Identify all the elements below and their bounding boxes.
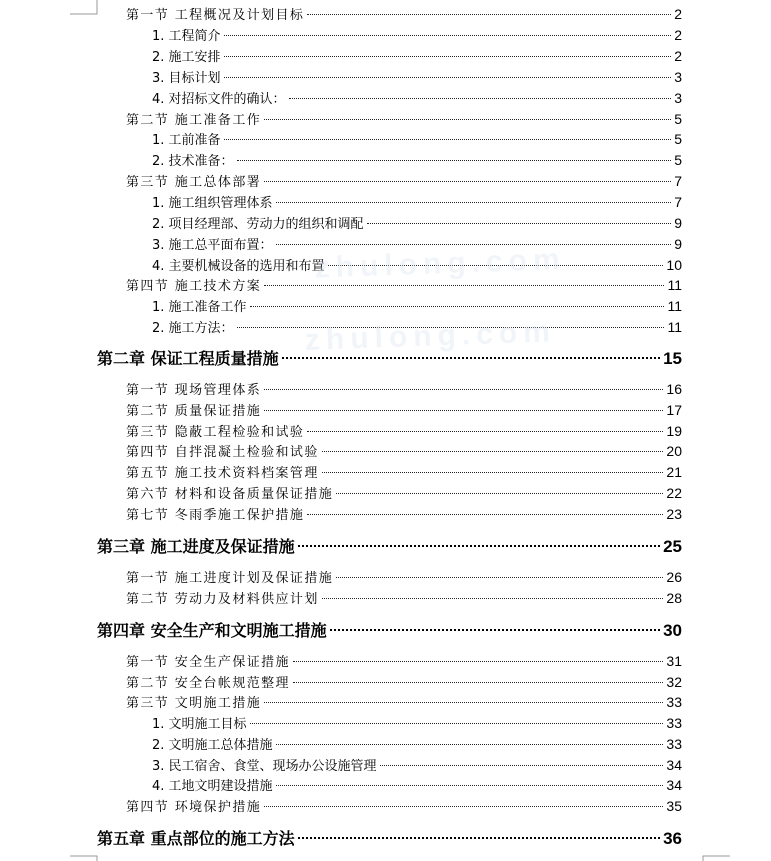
toc-item-entry[interactable] — [152, 25, 682, 45]
toc-item-entry[interactable] — [152, 713, 682, 733]
toc-entry-title: 4. 对招标文件的确认： — [152, 92, 286, 107]
toc-section-entry[interactable] — [126, 379, 682, 399]
dot-leader — [224, 139, 672, 140]
dot-leader — [276, 244, 672, 245]
dot-leader — [336, 577, 663, 578]
toc-entry-title: 第四节 自拌混凝土检验和试验 — [126, 445, 319, 460]
toc-entry-title: 2. 项目经理部、劳动力的组织和调配 — [152, 217, 364, 232]
toc-entry-title: 第四节 环境保护措施 — [126, 800, 262, 815]
dot-leader — [322, 472, 664, 473]
dot-leader — [264, 389, 663, 390]
dot-leader — [307, 514, 663, 515]
toc-page-number: 7 — [674, 173, 682, 189]
dot-leader — [250, 306, 665, 307]
dot-leader — [264, 806, 663, 807]
dot-leader — [276, 202, 672, 203]
toc-chapter-entry[interactable] — [97, 827, 682, 851]
toc-entry-title: 第五章 重点部位的施工方法 — [97, 829, 295, 848]
toc-entry-title: 1. 施工准备工作 — [152, 300, 247, 315]
toc-entry-title: 2. 施工方法： — [152, 321, 234, 336]
toc-page-number: 16 — [666, 381, 682, 397]
toc-item-entry[interactable] — [152, 775, 682, 795]
dot-leader — [380, 765, 664, 766]
toc-page-number: 2 — [674, 6, 682, 22]
toc-page-number: 33 — [666, 736, 682, 752]
toc-entry-title: 1. 施工组织管理体系 — [152, 196, 273, 211]
toc-item-entry[interactable] — [152, 234, 682, 254]
toc-page-number: 5 — [674, 111, 682, 127]
toc-item-entry[interactable] — [152, 67, 682, 87]
toc-entry-title: 4. 工地文明建设措施 — [152, 779, 273, 794]
toc-item-entry[interactable] — [152, 150, 682, 170]
dot-leader — [328, 265, 664, 266]
toc-entry-title: 1. 工程简介 — [152, 29, 221, 44]
dot-leader — [264, 702, 663, 703]
dot-leader — [330, 629, 661, 631]
toc-entry-title: 4. 主要机械设备的选用和布置 — [152, 259, 325, 274]
toc-entry-title: 1. 文明施工目标 — [152, 717, 247, 732]
toc-page-number: 32 — [666, 674, 682, 690]
toc-section-entry[interactable] — [126, 588, 682, 608]
toc-page-number: 3 — [674, 90, 682, 106]
toc-section-entry[interactable] — [126, 441, 682, 461]
toc-item-entry[interactable] — [152, 88, 682, 108]
toc-section-entry[interactable] — [126, 651, 682, 671]
toc-page-number: 33 — [666, 715, 682, 731]
toc-page-number: 28 — [666, 590, 682, 606]
dot-leader — [264, 410, 663, 411]
toc-entry-title: 第二节 安全台帐规范整理 — [126, 676, 290, 691]
toc-entry-title: 1. 工前准备 — [152, 133, 221, 148]
toc-chapter-entry[interactable] — [97, 535, 682, 559]
toc-entry-title: 第三节 隐蔽工程检验和试验 — [126, 425, 305, 440]
toc-entry-title: 第五节 施工技术资料档案管理 — [126, 466, 319, 481]
toc-item-entry[interactable] — [152, 192, 682, 212]
toc-page-number: 23 — [666, 506, 682, 522]
toc-item-entry[interactable] — [152, 296, 682, 316]
toc-section-entry[interactable] — [126, 4, 682, 24]
toc-page-number: 2 — [674, 27, 682, 43]
toc-page-number: 21 — [666, 464, 682, 480]
dot-leader — [298, 837, 661, 839]
toc-chapter-entry[interactable] — [97, 619, 682, 643]
dot-leader — [264, 119, 671, 120]
toc-entry-title: 2. 技术准备： — [152, 154, 234, 169]
toc-page-number: 2 — [674, 48, 682, 64]
toc-entry-title: 第六节 材料和设备质量保证措施 — [126, 487, 334, 502]
toc-page-number: 5 — [674, 152, 682, 168]
dot-leader — [298, 545, 661, 547]
dot-leader — [336, 493, 663, 494]
toc-section-entry[interactable] — [126, 504, 682, 524]
watermark-text-1: zhulong.com — [314, 243, 567, 285]
toc-page-number: 34 — [666, 777, 682, 793]
toc-page-number: 20 — [666, 443, 682, 459]
toc-entry-title: 3. 目标计划 — [152, 71, 221, 86]
toc-page-number: 25 — [663, 537, 682, 556]
toc-page-number: 9 — [674, 236, 682, 252]
toc-entry-title: 第一节 施工进度计划及保证措施 — [126, 571, 334, 586]
toc-page-number: 30 — [663, 621, 682, 640]
toc-page-number: 5 — [674, 131, 682, 147]
toc-page-number: 15 — [663, 349, 682, 368]
toc-item-entry[interactable] — [152, 755, 682, 775]
dot-leader — [322, 451, 664, 452]
toc-section-entry[interactable] — [126, 483, 682, 503]
toc-page-number: 10 — [666, 257, 682, 273]
toc-page-number: 17 — [666, 402, 682, 418]
toc-page-number: 11 — [667, 319, 682, 335]
dot-leader — [237, 327, 665, 328]
toc-page-number: 26 — [666, 569, 682, 585]
toc-entry-title: 第一节 工程概况及计划目标 — [126, 8, 305, 23]
toc-entry-title: 第二章 保证工程质量措施 — [97, 349, 279, 368]
toc-page-number: 36 — [663, 829, 682, 848]
dot-leader — [293, 682, 663, 683]
toc-item-entry[interactable] — [152, 213, 682, 233]
toc-section-entry[interactable] — [126, 462, 682, 482]
toc-page-number: 19 — [666, 423, 682, 439]
watermark-text-2: zhulong.com — [304, 315, 557, 357]
toc-page-number: 11 — [667, 298, 682, 314]
toc-page-number: 9 — [674, 215, 682, 231]
toc-section-entry[interactable] — [126, 421, 682, 441]
toc-entry-title: 第二节 施工准备工作 — [126, 113, 262, 128]
toc-page-number: 11 — [667, 277, 682, 293]
dot-leader — [282, 357, 661, 359]
toc-entry-title: 第一节 现场管理体系 — [126, 383, 262, 398]
toc-entry-title: 第三节 施工总体部署 — [126, 175, 262, 190]
toc-entry-title: 第二节 质量保证措施 — [126, 404, 262, 419]
toc-section-entry[interactable] — [126, 275, 682, 295]
dot-leader — [264, 181, 671, 182]
toc-section-entry[interactable] — [126, 796, 682, 816]
dot-leader — [276, 785, 664, 786]
toc-section-entry[interactable] — [126, 171, 682, 191]
toc-page-number: 34 — [666, 757, 682, 773]
toc-entry-title: 第三章 施工进度及保证措施 — [97, 537, 295, 556]
toc-item-entry[interactable] — [152, 46, 682, 66]
toc-item-entry[interactable] — [152, 317, 682, 337]
toc-page-number: 35 — [666, 798, 682, 814]
dot-leader — [264, 285, 664, 286]
dot-leader — [307, 431, 663, 432]
toc-item-entry[interactable] — [152, 255, 682, 275]
toc-page-number: 22 — [666, 485, 682, 501]
toc-entry-title: 2. 文明施工总体措施 — [152, 738, 273, 753]
dot-leader — [224, 35, 672, 36]
toc-item-entry[interactable] — [152, 129, 682, 149]
toc-page-number: 33 — [666, 694, 682, 710]
toc-section-entry[interactable] — [126, 400, 682, 420]
dot-leader — [237, 160, 672, 161]
toc-entry-title: 第三节 文明施工措施 — [126, 696, 262, 711]
toc-entry-title: 第二节 劳动力及材料供应计划 — [126, 592, 319, 607]
dot-leader — [367, 223, 672, 224]
toc-chapter-entry[interactable] — [97, 347, 682, 371]
toc-entry-title: 第四章 安全生产和文明施工措施 — [97, 621, 327, 640]
dot-leader — [322, 598, 664, 599]
toc-section-entry[interactable] — [126, 672, 682, 692]
toc-entry-title: 2. 施工安排 — [152, 50, 221, 65]
dot-leader — [307, 14, 671, 15]
toc-entry-title: 3. 民工宿舍、食堂、现场办公设施管理 — [152, 759, 377, 774]
dot-leader — [293, 661, 663, 662]
dot-leader — [276, 744, 664, 745]
dot-leader — [250, 723, 664, 724]
toc-entry-title: 第一节 安全生产保证措施 — [126, 655, 290, 670]
toc-page-number: 7 — [674, 194, 682, 210]
toc-entry-title: 第四节 施工技术方案 — [126, 279, 262, 294]
toc-page-number: 31 — [666, 653, 682, 669]
toc-item-entry[interactable] — [152, 734, 682, 754]
dot-leader — [289, 98, 672, 99]
toc-entry-title: 第七节 冬雨季施工保护措施 — [126, 508, 305, 523]
toc-section-entry[interactable] — [126, 109, 682, 129]
dot-leader — [224, 56, 672, 57]
toc-section-entry[interactable] — [126, 567, 682, 587]
dot-leader — [224, 77, 672, 78]
toc-section-entry[interactable] — [126, 692, 682, 712]
toc-page-number: 3 — [674, 69, 682, 85]
toc-entry-title: 3. 施工总平面布置： — [152, 238, 273, 253]
